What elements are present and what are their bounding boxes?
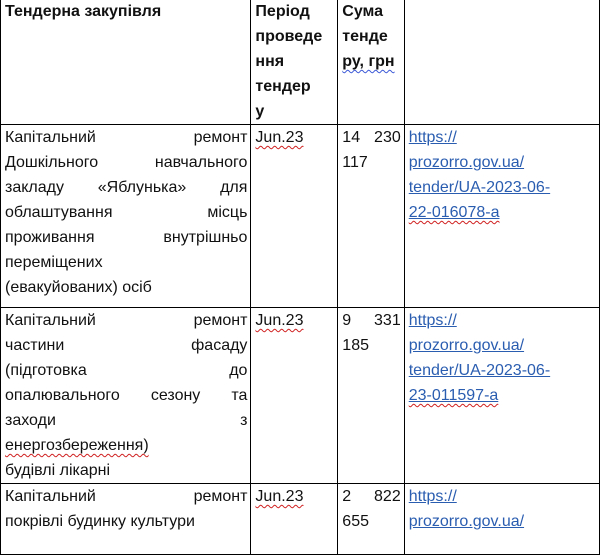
header-period-line: Період bbox=[255, 3, 310, 20]
desc-line: Капітальний ремонт bbox=[5, 129, 248, 146]
link-line-text: 22-016078-a bbox=[408, 204, 500, 221]
desc-line: проживання внутрішньо bbox=[5, 229, 248, 246]
link-line: https:// bbox=[408, 312, 457, 329]
link-line bbox=[409, 200, 596, 225]
desc-line: Капітальний ремонт bbox=[5, 488, 248, 505]
table-row bbox=[1, 484, 600, 555]
desc-line: облаштування місць bbox=[5, 204, 248, 221]
tender-link[interactable] bbox=[409, 484, 596, 534]
tender-period bbox=[251, 484, 338, 555]
period-value: Jun.23 bbox=[255, 488, 304, 505]
header-amount bbox=[338, 0, 404, 125]
tender-link-cell bbox=[404, 308, 599, 484]
tender-link[interactable] bbox=[409, 308, 596, 408]
desc-line: енергозбереження) bbox=[5, 437, 149, 454]
tender-link-cell bbox=[404, 484, 599, 555]
amount-line: 655 bbox=[342, 513, 369, 530]
header-period-line: ння bbox=[255, 53, 285, 70]
table-header-row bbox=[1, 0, 600, 125]
desc-line: будівлі лікарні bbox=[5, 462, 111, 479]
tender-amount bbox=[338, 308, 404, 484]
desc-line: заходи з bbox=[5, 412, 248, 429]
desc-line: (підготовка до bbox=[5, 362, 248, 379]
desc-line: опалювального сезону та bbox=[5, 387, 248, 404]
link-line-text: 23-011597-a bbox=[408, 387, 499, 404]
tender-description bbox=[1, 484, 251, 555]
link-line: tender/UA-2023-06- bbox=[408, 362, 551, 379]
header-period-line: проведе bbox=[255, 28, 323, 45]
header-period-line: у bbox=[255, 103, 265, 120]
header-amount-line: тенде bbox=[342, 28, 388, 45]
tender-link-cell bbox=[404, 125, 599, 308]
link-line: https:// bbox=[408, 129, 457, 146]
table-row bbox=[1, 308, 600, 484]
link-line: tender/UA-2023-06- bbox=[408, 179, 551, 196]
header-amount-line: Сума bbox=[342, 3, 384, 20]
desc-line: переміщених bbox=[5, 254, 103, 271]
desc-line: Капітальний ремонт bbox=[5, 312, 248, 329]
header-period-line: тендер bbox=[255, 78, 311, 95]
desc-line: закладу «Яблунька» для bbox=[5, 179, 248, 196]
header-link bbox=[404, 0, 599, 125]
tender-description bbox=[1, 308, 251, 484]
amount-line: 9 331 bbox=[342, 312, 401, 329]
tender-description bbox=[1, 125, 251, 308]
period-value: Jun.23 bbox=[255, 312, 304, 329]
period-value: Jun.23 bbox=[255, 129, 304, 146]
desc-line: (евакуйованих) осіб bbox=[5, 279, 152, 296]
tender-link[interactable] bbox=[409, 125, 596, 225]
link-line: prozorro.gov.ua/ bbox=[408, 154, 525, 171]
tender-amount bbox=[338, 125, 404, 308]
link-line: https:// bbox=[408, 488, 457, 505]
amount-line: 185 bbox=[342, 337, 369, 354]
desc-line: частини фасаду bbox=[5, 337, 248, 354]
link-line: prozorro.gov.ua/ bbox=[408, 337, 525, 354]
link-line bbox=[409, 383, 596, 408]
desc-line: Дошкільного навчального bbox=[5, 154, 248, 171]
amount-line: 117 bbox=[342, 154, 368, 171]
desc-line: покрівлі будинку культури bbox=[5, 513, 195, 530]
link-line: prozorro.gov.ua/ bbox=[408, 513, 525, 530]
amount-line: 2 822 bbox=[342, 488, 401, 505]
tender-period bbox=[251, 308, 338, 484]
table-row bbox=[1, 125, 600, 308]
amount-line: 14 230 bbox=[342, 129, 401, 146]
header-purchase: Тендерна закупівля bbox=[1, 0, 251, 125]
header-period bbox=[251, 0, 338, 125]
tender-amount bbox=[338, 484, 404, 555]
tender-period bbox=[251, 125, 338, 308]
header-amount-line: ру, грн bbox=[342, 53, 395, 70]
